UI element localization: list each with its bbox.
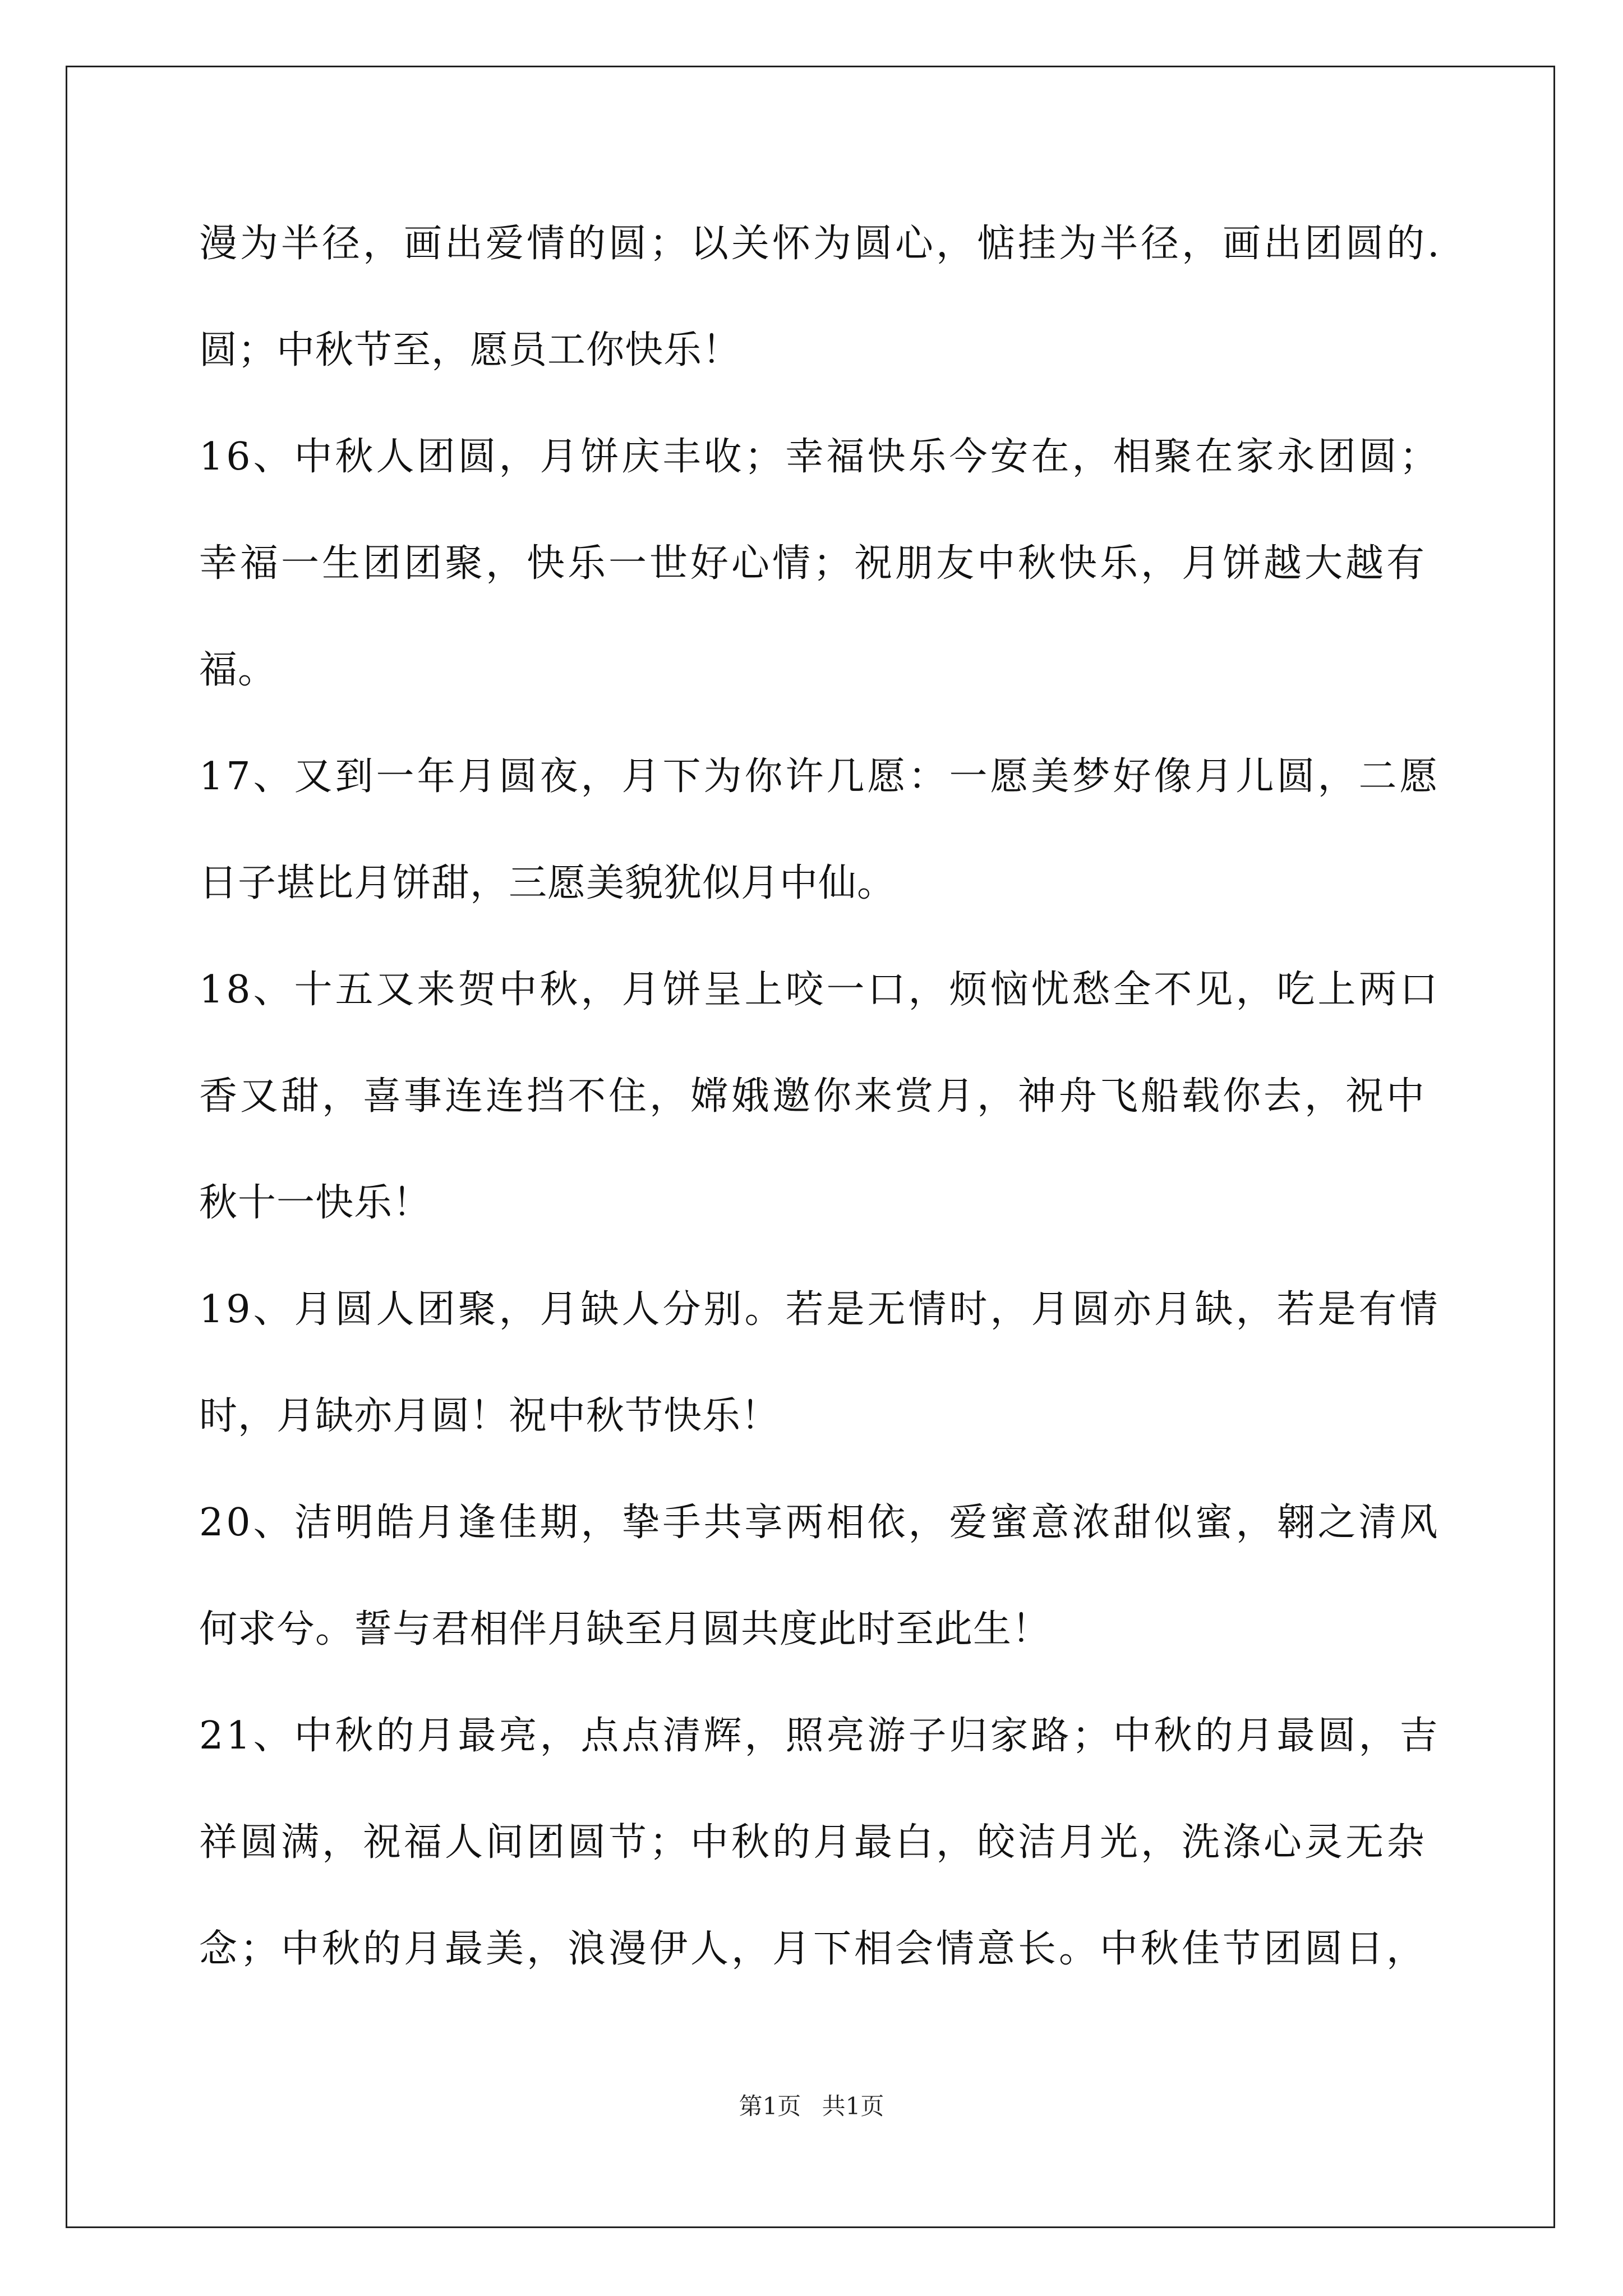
document-body (199, 213, 1442, 2025)
text-line: 16、中秋人团圆，月饼庆丰收；幸福快乐今安在，相聚在家永团圆； (199, 435, 1441, 479)
text-line: 秋十一快乐！ (199, 1181, 432, 1225)
text-line: 祥圆满，祝福人间团圆节；中秋的月最白，皎洁月光，洗涤心灵无杂 (199, 1820, 1428, 1865)
page-number: 第1页 (739, 2092, 801, 2120)
text-line: 漫为半径，画出爱情的圆；以关怀为圆心，惦挂为半径，画出团圆的. (199, 222, 1442, 266)
text-line: 21、中秋的月最亮，点点清辉，照亮游子归家路；中秋的月最圆，吉 (199, 1714, 1441, 1758)
text-line: 17、又到一年月圆夜，月下为你许几愿：一愿美梦好像月儿圆，二愿 (199, 754, 1441, 799)
text-line: 18、十五又来贺中秋，月饼呈上咬一口，烦恼忧愁全不见，吃上两口 (199, 968, 1441, 1012)
text-line: 20、洁明皓月逢佳期，挚手共享两相依，爱蜜意浓甜似蜜，翱之清风 (199, 1501, 1441, 1545)
text-line: 日子堪比月饼甜，三愿美貌犹似月中仙。 (199, 861, 896, 905)
text-line: 念；中秋的月最美，浪漫伊人，月下相会情意长。中秋佳节团圆日， (199, 1927, 1428, 1971)
text-line: 幸福一生团团聚，快乐一世好心情；祝朋友中秋快乐，月饼越大越有 (199, 541, 1428, 586)
text-line: 香又甜，喜事连连挡不住，嫦娥邀你来赏月，神舟飞船载你去，祝中 (199, 1074, 1428, 1119)
text-line: 何求兮。誓与君相伴月缺至月圆共度此时至此生！ (199, 1607, 1051, 1651)
text-line: 圆；中秋节至，愿员工你快乐！ (199, 328, 741, 372)
text-line: 福。 (199, 648, 277, 692)
page-total: 共1页 (822, 2092, 884, 2120)
page-footer (0, 2090, 1623, 2123)
text-line: 时，月缺亦月圆！祝中秋节快乐！ (199, 1394, 780, 1438)
text-line: 19、月圆人团聚，月缺人分别。若是无情时，月圆亦月缺，若是有情 (199, 1287, 1441, 1332)
